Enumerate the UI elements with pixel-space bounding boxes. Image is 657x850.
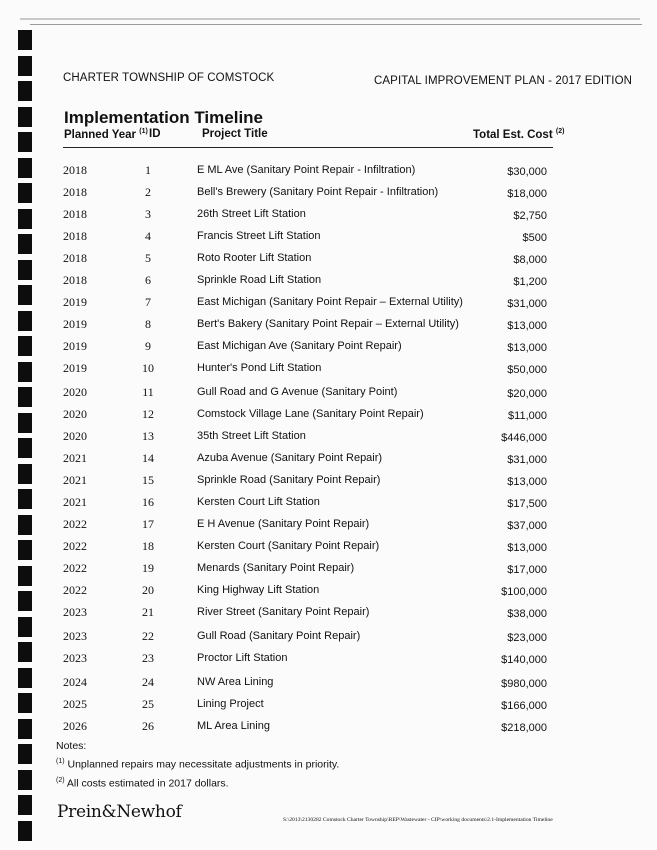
cell-project: King Highway Lift Station [197, 584, 320, 596]
cell-cost: $17,500 [507, 498, 547, 510]
cell-project: Francis Street Lift Station [197, 230, 321, 242]
cell-year: 2020 [63, 429, 87, 443]
table-row [0, 251, 657, 273]
note-2-marker: (2) [56, 776, 65, 784]
table-row [0, 583, 657, 605]
cell-cost: $13,000 [507, 476, 547, 488]
cell-year: 2018 [63, 273, 87, 287]
table-row [0, 317, 657, 339]
cell-id: 22 [142, 629, 154, 643]
cell-id: 23 [142, 651, 154, 665]
document-header: CAPITAL IMPROVEMENT PLAN - 2017 EDITION [374, 75, 633, 87]
cell-year: 2018 [63, 163, 87, 177]
header-rule [63, 147, 553, 148]
table-row [0, 429, 657, 451]
cell-cost: $18,000 [507, 188, 547, 200]
cell-id: 24 [142, 675, 154, 689]
cell-id: 17 [142, 517, 154, 531]
cell-id: 25 [142, 697, 154, 711]
table-row [0, 719, 657, 741]
binding-hole [18, 56, 32, 76]
table-row [0, 517, 657, 539]
table-row [0, 629, 657, 651]
cell-year: 2019 [63, 361, 87, 375]
cell-year: 2023 [63, 629, 87, 643]
cell-year: 2020 [63, 385, 87, 399]
cell-year: 2020 [63, 407, 87, 421]
cell-id: 13 [142, 429, 154, 443]
cell-year: 2021 [63, 495, 87, 509]
cell-id: 15 [142, 473, 154, 487]
cell-cost: $1,200 [513, 276, 547, 288]
year-note-marker: (1) [139, 128, 148, 135]
cell-cost: $38,000 [507, 608, 547, 620]
cell-project: Proctor Lift Station [197, 652, 288, 664]
note-1 [56, 754, 339, 773]
cell-cost: $140,000 [501, 654, 547, 666]
cell-project: Kersten Court (Sanitary Point Repair) [197, 540, 380, 552]
cell-id: 7 [145, 295, 151, 309]
cell-project: Sprinkle Road (Sanitary Point Repair) [197, 474, 381, 486]
cell-year: 2026 [63, 719, 87, 733]
cell-year: 2019 [63, 295, 87, 309]
cell-year: 2021 [63, 473, 87, 487]
binding-hole [18, 744, 32, 764]
cell-project: E H Avenue (Sanitary Point Repair) [197, 518, 370, 530]
notes-heading: Notes: [56, 740, 87, 752]
table-row [0, 539, 657, 561]
cell-id: 4 [145, 229, 151, 243]
table-row [0, 451, 657, 473]
cell-project: NW Area Lining [197, 676, 274, 688]
cell-id: 11 [142, 385, 154, 399]
cell-id: 18 [142, 539, 154, 553]
binding-hole [18, 30, 32, 50]
cell-year: 2022 [63, 517, 87, 531]
table-row [0, 473, 657, 495]
cell-id: 20 [142, 583, 154, 597]
cell-cost: $100,000 [501, 586, 547, 598]
table-row [0, 361, 657, 383]
cell-cost: $23,000 [507, 632, 547, 644]
cell-cost: $17,000 [507, 564, 547, 576]
binding-hole [18, 821, 32, 841]
cell-year: 2018 [63, 207, 87, 221]
cell-year: 2022 [63, 561, 87, 575]
cell-project: Comstock Village Lane (Sanitary Point Repair) [197, 408, 424, 420]
cell-year: 2021 [63, 451, 87, 465]
binding-hole [18, 81, 32, 101]
cell-project: Kersten Court Lift Station [197, 496, 320, 508]
cell-cost: $37,000 [507, 520, 547, 532]
column-header-id: ID [149, 128, 161, 140]
cell-cost: $500 [522, 232, 547, 244]
cell-id: 2 [145, 185, 151, 199]
table-row [0, 207, 657, 229]
organization-header: CHARTER TOWNSHIP OF COMSTOCK [63, 72, 275, 84]
cell-year: 2022 [63, 583, 87, 597]
cell-id: 3 [145, 207, 151, 221]
scan-top-edge [20, 18, 640, 20]
cell-project: East Michigan Ave (Sanitary Point Repair) [197, 340, 402, 352]
cell-year: 2023 [63, 651, 87, 665]
cell-project: Hunter's Pond Lift Station [197, 362, 322, 374]
cell-project: River Street (Sanitary Point Repair) [197, 606, 370, 618]
cell-id: 8 [145, 317, 151, 331]
cell-year: 2018 [63, 185, 87, 199]
table-row [0, 495, 657, 517]
notes-section [56, 739, 339, 791]
cell-project: Sprinkle Road Lift Station [197, 274, 322, 286]
cell-id: 9 [145, 339, 151, 353]
table-row [0, 185, 657, 207]
cell-project: Bell's Brewery (Sanitary Point Repair - Infiltration) [197, 186, 439, 198]
table-row [0, 697, 657, 719]
cell-cost: $30,000 [507, 166, 547, 178]
cost-note-marker: (2) [555, 128, 565, 135]
cell-id: 16 [142, 495, 154, 509]
scan-top-edge-line [30, 24, 642, 25]
cell-cost: $13,000 [507, 542, 547, 554]
cell-project: Bert's Bakery (Sanitary Point Repair – External Utility) [197, 318, 459, 330]
cell-id: 10 [142, 361, 154, 375]
cell-id: 5 [145, 251, 151, 265]
column-header-project: Project Title [202, 128, 268, 140]
cell-cost: $218,000 [501, 722, 547, 734]
cell-cost: $31,000 [507, 298, 547, 310]
cell-cost: $31,000 [507, 454, 547, 466]
cell-id: 21 [142, 605, 154, 619]
cell-cost: $446,000 [501, 432, 547, 444]
cell-project: E ML Ave (Sanitary Point Repair - Infiltration) [197, 164, 416, 176]
cell-cost: $11,000 [508, 410, 547, 422]
table-row [0, 229, 657, 251]
binding-hole [18, 132, 32, 152]
cell-year: 2019 [63, 339, 87, 353]
cell-cost: $13,000 [507, 320, 547, 332]
note-2 [56, 773, 339, 792]
cell-year: 2022 [63, 539, 87, 553]
cell-year: 2019 [63, 317, 87, 331]
note-1-marker: (1) [56, 758, 65, 765]
cell-year: 2025 [63, 697, 87, 711]
cell-year: 2018 [63, 229, 87, 243]
note-1-text: Unplanned repairs may necessitate adjustments in priority. [67, 758, 340, 771]
cell-year: 2023 [63, 605, 87, 619]
cell-year: 2018 [63, 251, 87, 265]
cell-project: Gull Road and G Avenue (Sanitary Point) [197, 386, 398, 398]
cell-project: 26th Street Lift Station [197, 208, 306, 220]
cell-id: 26 [142, 719, 154, 733]
cell-project: 35th Street Lift Station [197, 430, 306, 442]
cell-cost: $8,000 [513, 254, 547, 266]
binding-hole [18, 770, 32, 790]
cell-cost: $980,000 [501, 678, 547, 690]
cell-project: East Michigan (Sanitary Point Repair – External Utility) [197, 296, 463, 308]
table-row [0, 163, 657, 185]
page-title: Implementation Timeline [64, 108, 264, 127]
table-row [0, 273, 657, 295]
note-2-text: All costs estimated in 2017 dollars. [66, 777, 229, 789]
cell-id: 12 [142, 407, 154, 421]
cell-id: 6 [145, 273, 151, 287]
cell-id: 14 [142, 451, 154, 465]
table-row [0, 561, 657, 583]
cell-project: ML Area Lining [197, 720, 270, 732]
cell-cost: $20,000 [507, 388, 547, 400]
column-header-year-label: Planned Year [64, 128, 137, 141]
cell-id: 19 [142, 561, 154, 575]
table-row [0, 605, 657, 627]
cell-cost: $13,000 [507, 342, 547, 354]
cell-year: 2024 [63, 675, 87, 689]
cell-cost: $2,750 [513, 210, 547, 222]
cell-project: Azuba Avenue (Sanitary Point Repair) [197, 452, 383, 464]
cell-project: Lining Project [197, 698, 264, 710]
cell-project: Gull Road (Sanitary Point Repair) [197, 630, 361, 642]
column-header-cost-label: Total Est. Cost [473, 128, 553, 141]
column-header-year [64, 128, 148, 141]
cell-project: Roto Rooter Lift Station [197, 252, 312, 264]
cell-cost: $50,000 [507, 364, 547, 376]
company-logo: Prein&Newhof [57, 802, 182, 822]
table-row [0, 651, 657, 673]
binding-hole [18, 107, 32, 127]
table-row [0, 295, 657, 317]
file-path: S:\2013\2130282 Comstock Charter Township\REP\Wastewater - CIP\working documents\2.1-Implementation Timeline [283, 817, 553, 823]
column-header-cost [473, 128, 564, 141]
table-row [0, 675, 657, 697]
cell-id: 1 [145, 163, 151, 177]
binding-hole [18, 795, 32, 815]
cell-project: Menards (Sanitary Point Repair) [197, 562, 355, 574]
cell-cost: $166,000 [501, 700, 547, 712]
table-row [0, 385, 657, 407]
table-row [0, 407, 657, 429]
table-row [0, 339, 657, 361]
